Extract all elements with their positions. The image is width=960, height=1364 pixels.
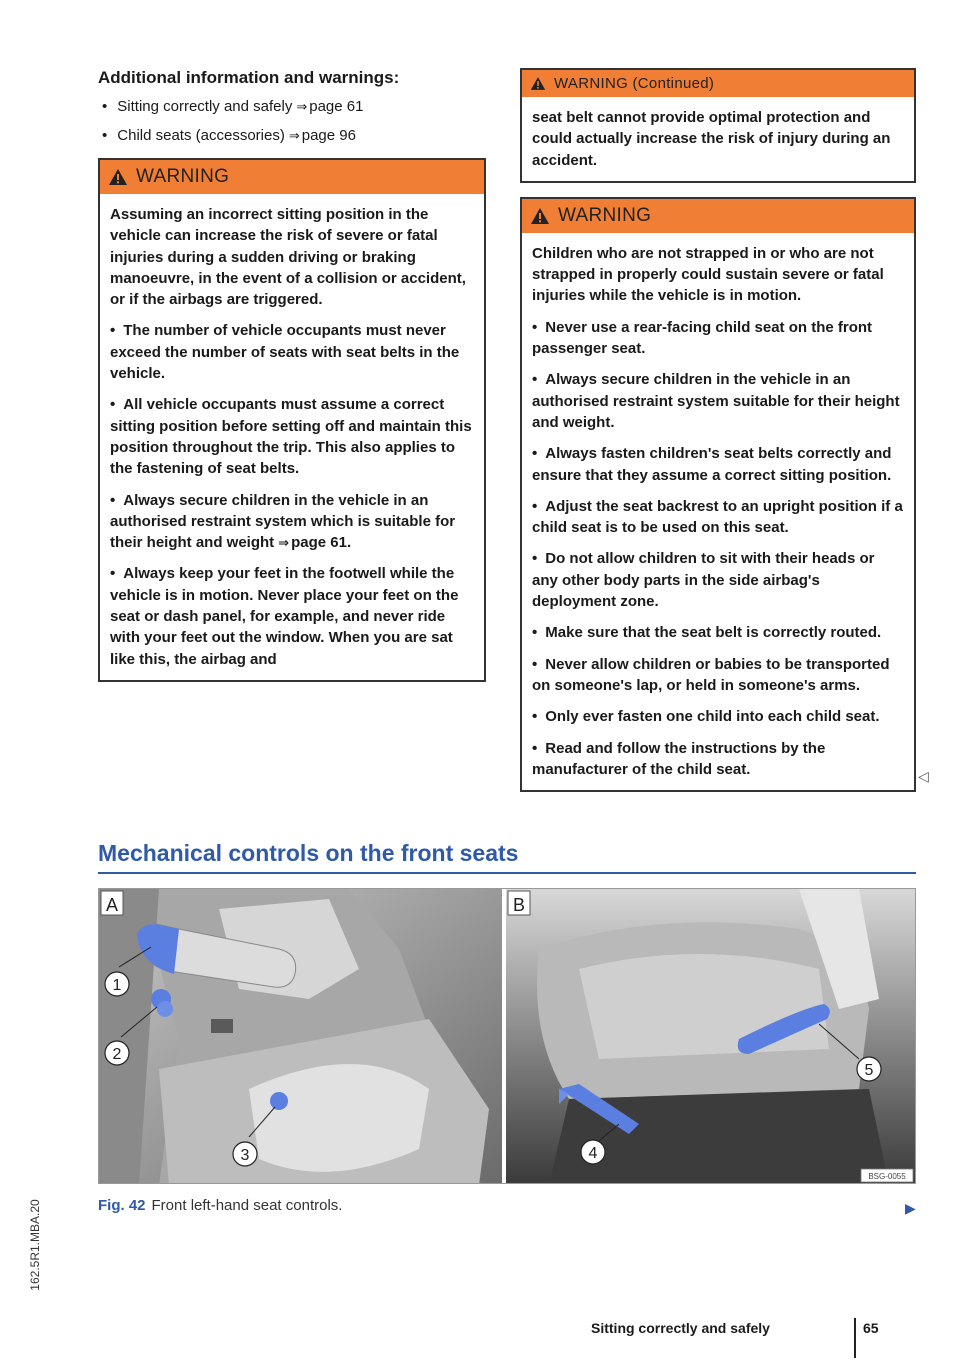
document-code: 162.5R1.MBA.20 (28, 1199, 42, 1291)
page-number: 65 (863, 1320, 879, 1336)
warning-bullet: • Adjust the seat backrest to an upright position if a child seat is to be used on this seat. (532, 497, 903, 537)
warning-bullet: • Always secure children in the vehicle in an authorised restraint system suitable for their height and weight. (532, 371, 900, 431)
figure-code: BSG-0055 (868, 1172, 906, 1181)
warning-bullet: • Only ever fasten one child into each child seat. (532, 708, 880, 726)
additional-info-list (98, 98, 486, 144)
warning-header: WARNING (522, 199, 914, 233)
seat-illustration (99, 889, 916, 1184)
warning-bullet: • Always keep your feet in the footwell while the vehicle is in motion. Never place your feet on the seat or dash panel, for example, and never ride with your feet out the window. When you are sat like this, the airbag and (110, 565, 459, 668)
panel-b (506, 889, 916, 1184)
panel-a-label: A (105, 895, 119, 915)
list-item: • Sitting correctly and safely ⇒ page 61 (102, 98, 364, 115)
arrow-right-icon: ⇒ (278, 535, 290, 551)
warning-intro: Assuming an incorrect sitting position in the vehicle can increase the risk of severe or fatal injuries during a sudden driving or braking manoeuvre, in the event of a collision or accident, or if the airbags are triggered. (110, 206, 466, 309)
warning-text: seat belt cannot provide optimal protection and could actually increase the risk of injury during an accident. (532, 109, 891, 169)
callout-1: 1 (112, 977, 122, 994)
panel-a (99, 889, 502, 1184)
warning-bullet: • Never allow children or babies to be transported on someone's lap, or held in someone's arms. (532, 655, 890, 694)
warning-box-seating (98, 158, 486, 682)
warning-body (522, 97, 914, 181)
panel-b-label: B (512, 895, 526, 915)
warning-body (100, 194, 484, 680)
section-title: Mechanical controls on the front seats (98, 840, 519, 866)
warning-bullet: • Always fasten children's seat belts correctly and ensure that they assume a correct sitting position. (532, 445, 892, 484)
footer-chapter: Sitting correctly and safely (591, 1320, 770, 1336)
warning-bullet: • All vehicle occupants must assume a correct sitting position before setting off and maintain this position throughout the trip. This also applies to the fastening of seat belts. (110, 396, 472, 478)
figure-number: Fig. 42 (98, 1197, 146, 1214)
continue-arrow-icon: ▶ (905, 1200, 916, 1216)
right-column (520, 68, 916, 792)
warning-bullet: • Make sure that the seat belt is correctly routed. (532, 624, 882, 642)
warning-triangle-icon (530, 207, 550, 225)
page-link[interactable]: page 61. (291, 534, 352, 552)
warning-box-children (520, 197, 916, 792)
figure-caption (98, 1197, 342, 1214)
arrow-right-icon: ⇒ (288, 128, 300, 143)
warning-body (522, 233, 914, 790)
warning-box-continued (520, 68, 916, 183)
warning-header: WARNING (Continued) (522, 70, 914, 97)
callout-4: 4 (588, 1145, 598, 1162)
callout-2: 2 (112, 1046, 122, 1063)
warning-triangle-icon (530, 76, 546, 91)
footer-divider (854, 1318, 856, 1358)
warning-bullet: • The number of vehicle occupants must never exceed the number of seats with seat belts in the vehicle. (110, 322, 460, 383)
callout-5: 5 (864, 1062, 874, 1079)
section-divider (98, 872, 916, 874)
warning-bullet: • Never use a rear-facing child seat on the front passenger seat. (532, 318, 873, 358)
list-item: • Child seats (accessories) ⇒ page 96 (102, 127, 356, 144)
warning-bullet: • Do not allow children to sit with their heads or any other body parts in the side airbag's deployment zone. (532, 550, 875, 611)
left-column (98, 68, 486, 682)
warning-bullet: • Read and follow the instructions by the manufacturer of the child seat. (532, 739, 826, 778)
warning-header: WARNING (100, 160, 484, 194)
callout-3: 3 (240, 1147, 250, 1164)
warning-bullet: • Always secure children in the vehicle in an authorised restraint system which is suitable for their height and weight ⇒ page 61. (110, 491, 456, 552)
caption-text: Front left-hand seat controls. (151, 1197, 343, 1214)
additional-info-title: Additional information and warnings: (98, 68, 400, 87)
page-link[interactable]: page 61 (309, 98, 364, 115)
warning-intro: Children who are not strapped in or who are not strapped in properly could sustain severe or fatal injuries while the vehicle is in motion. (532, 244, 884, 305)
warning-triangle-icon (108, 168, 128, 186)
seat-controls-figure (98, 888, 916, 1184)
end-of-section-icon: ◁ (918, 768, 929, 784)
arrow-right-icon: ⇒ (296, 99, 308, 114)
page-link[interactable]: page 96 (301, 127, 356, 144)
